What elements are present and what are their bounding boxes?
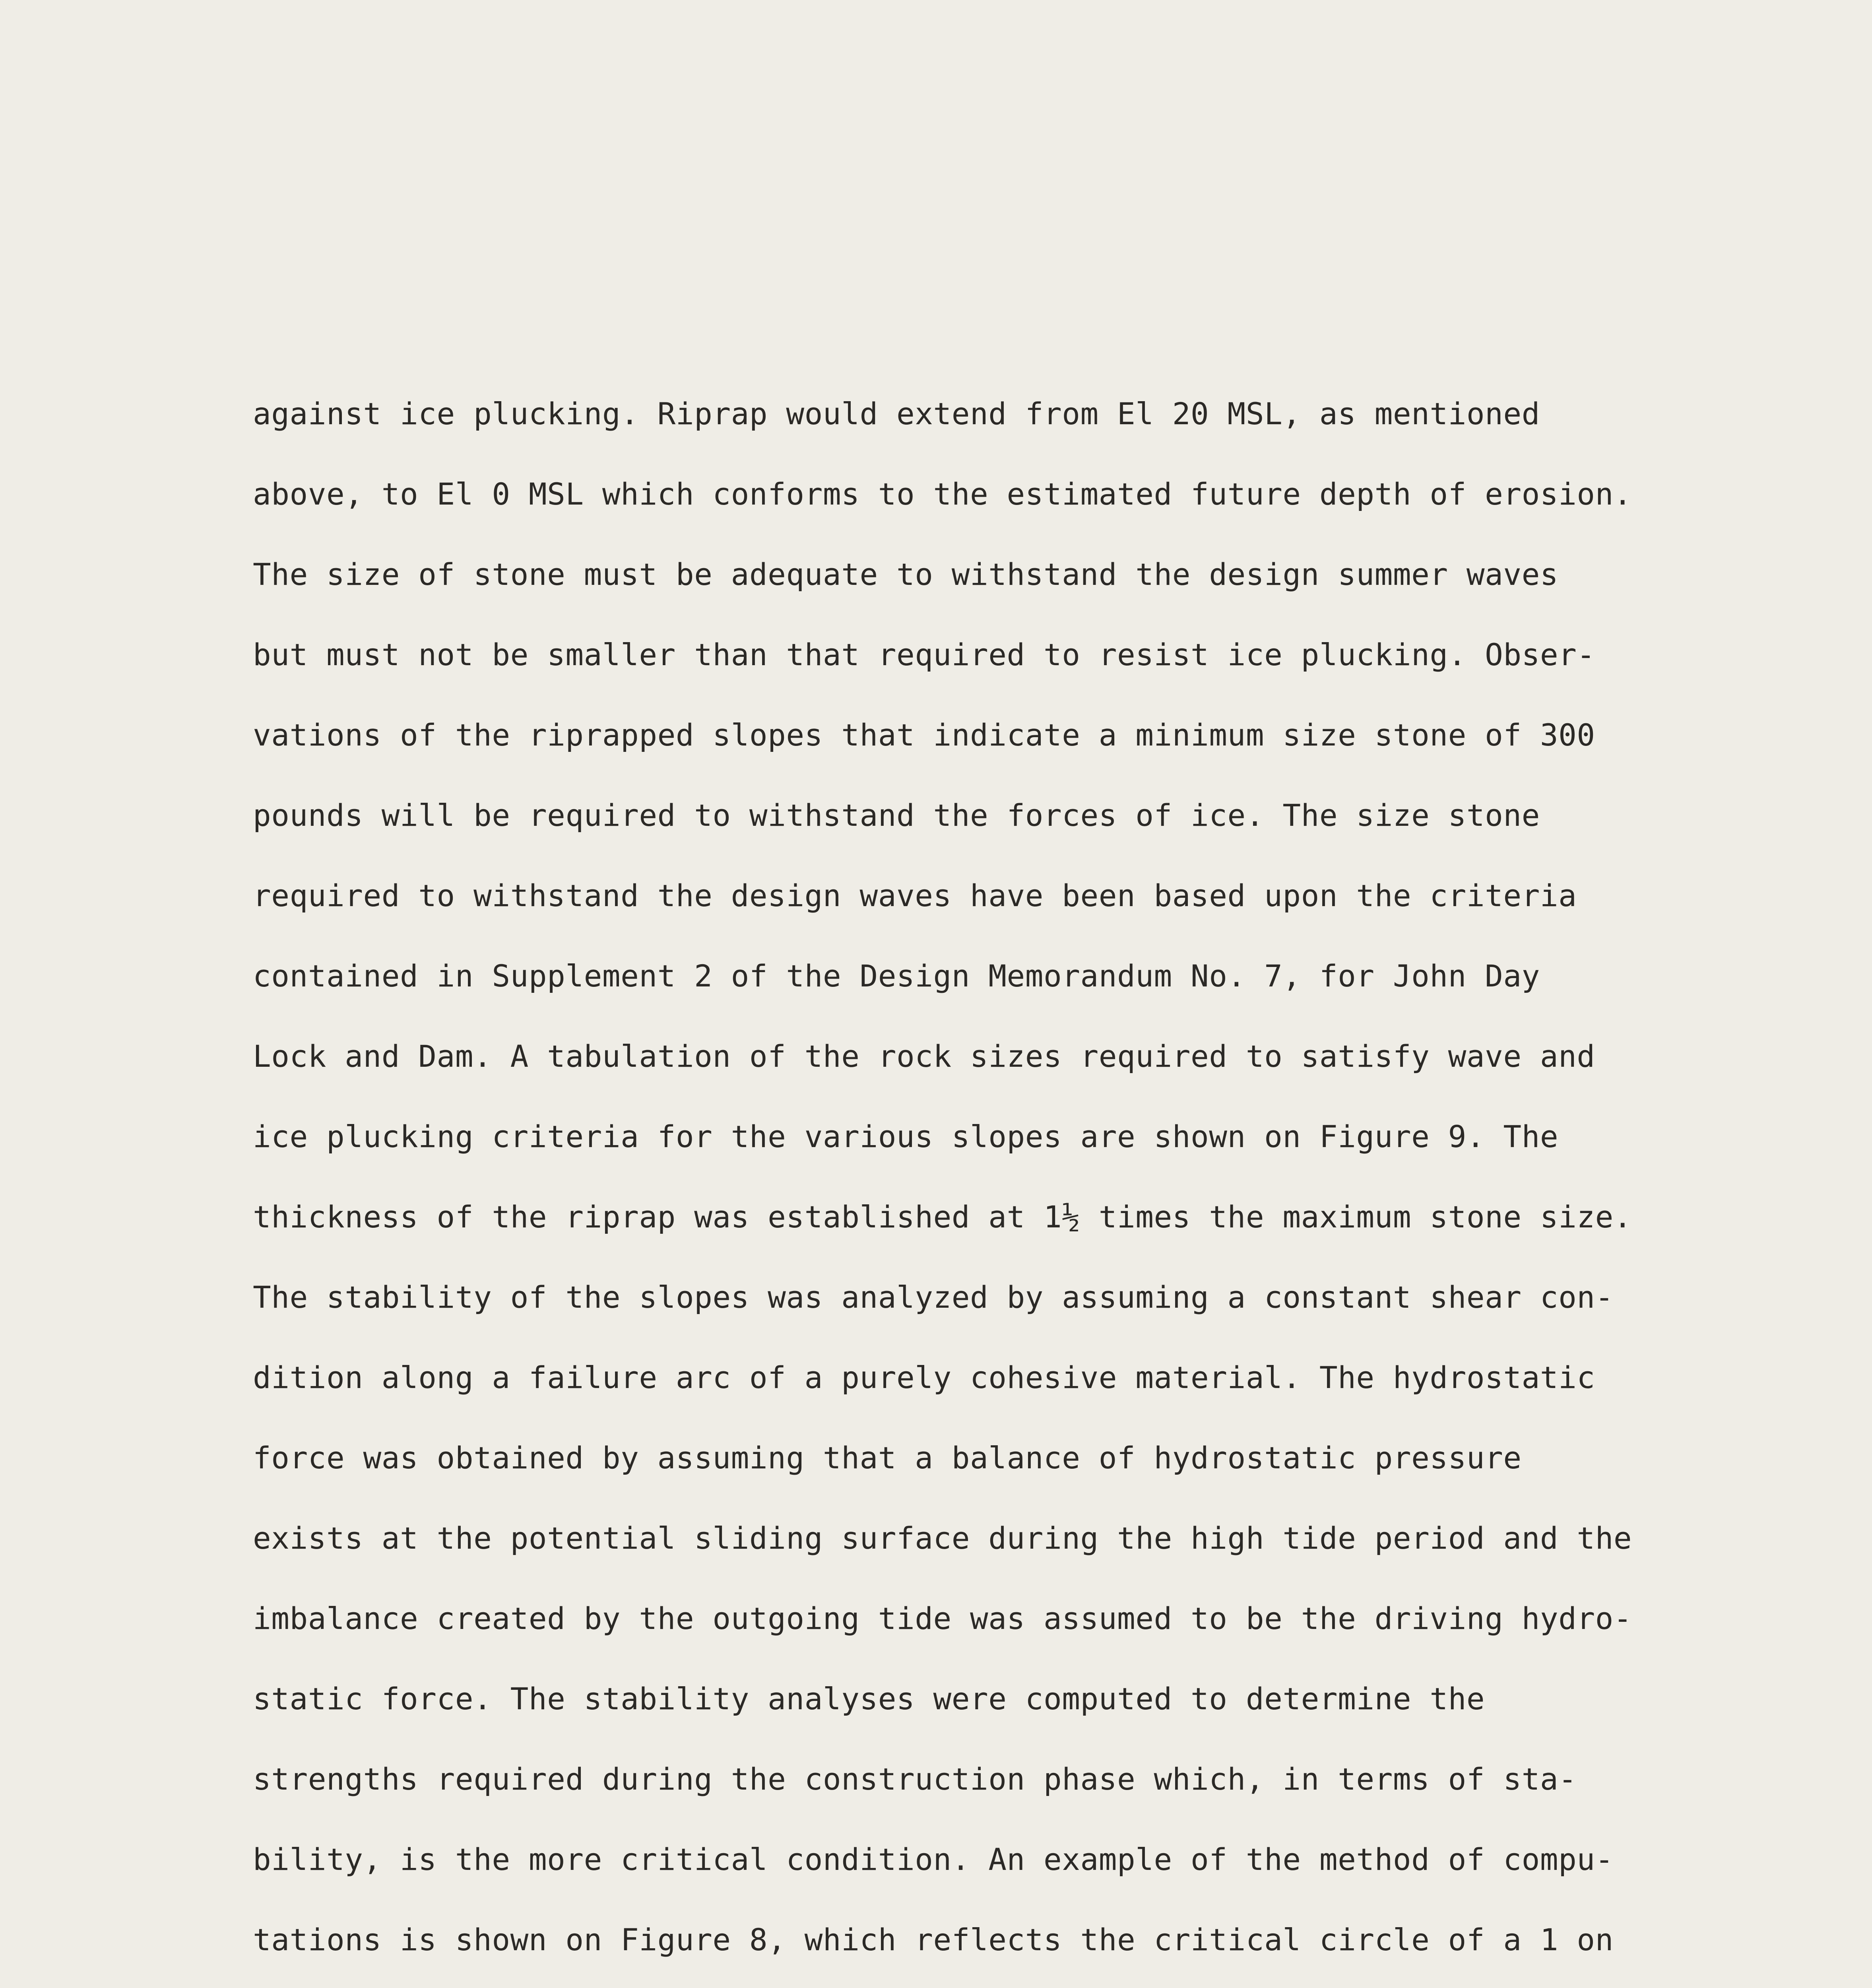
text-line: required to withstand the design waves have been based upon the criteria (253, 878, 1577, 913)
text-line: strengths required during the construction phase which, in terms of sta- (253, 1761, 1577, 1797)
text-line: dition along a failure arc of a purely cohesive material. The hydrostatic (253, 1360, 1595, 1395)
text-line: vations of the riprapped slopes that indicate a minimum size stone of 300 (253, 717, 1595, 753)
text-line: contained in Supplement 2 of the Design Memorandum No. 7, for John Day (253, 958, 1540, 994)
text-line: pounds will be required to withstand the forces of ice. The size stone (253, 798, 1540, 833)
text-line: ice plucking criteria for the various slopes are shown on Figure 9. The (253, 1119, 1559, 1154)
text-line: bility, is the more critical condition. An example of the method of compu- (253, 1842, 1614, 1877)
text-line: but must not be smaller than that required to resist ice plucking. Obser- (253, 637, 1595, 672)
text-line: Lock and Dam. A tabulation of the rock sizes required to satisfy wave and (253, 1039, 1595, 1074)
text-line: exists at the potential sliding surface during the high tide period and the (253, 1520, 1632, 1556)
text-line: static force. The stability analyses were computed to determine the (253, 1681, 1485, 1716)
text-line: thickness of the riprap was established at 1½ times the maximum stone size. (253, 1199, 1632, 1235)
text-line: The size of stone must be adequate to withstand the design summer waves (253, 557, 1559, 592)
text-line: against ice plucking. Riprap would extend from El 20 MSL, as mentioned (253, 396, 1540, 431)
text-line: tations is shown on Figure 8, which reflects the critical circle of a 1 on (253, 1922, 1614, 1957)
text-line: force was obtained by assuming that a balance of hydrostatic pressure (253, 1440, 1522, 1475)
text-line (253, 1980, 1756, 1988)
text-line: above, to El 0 MSL which conforms to the estimated future depth of erosion. (253, 476, 1632, 512)
text-line: imbalance created by the outgoing tide was assumed to be the driving hydro- (253, 1601, 1632, 1636)
body-text (253, 374, 1756, 1988)
text-line: The stability of the slopes was analyzed by assuming a constant shear con- (253, 1279, 1614, 1315)
